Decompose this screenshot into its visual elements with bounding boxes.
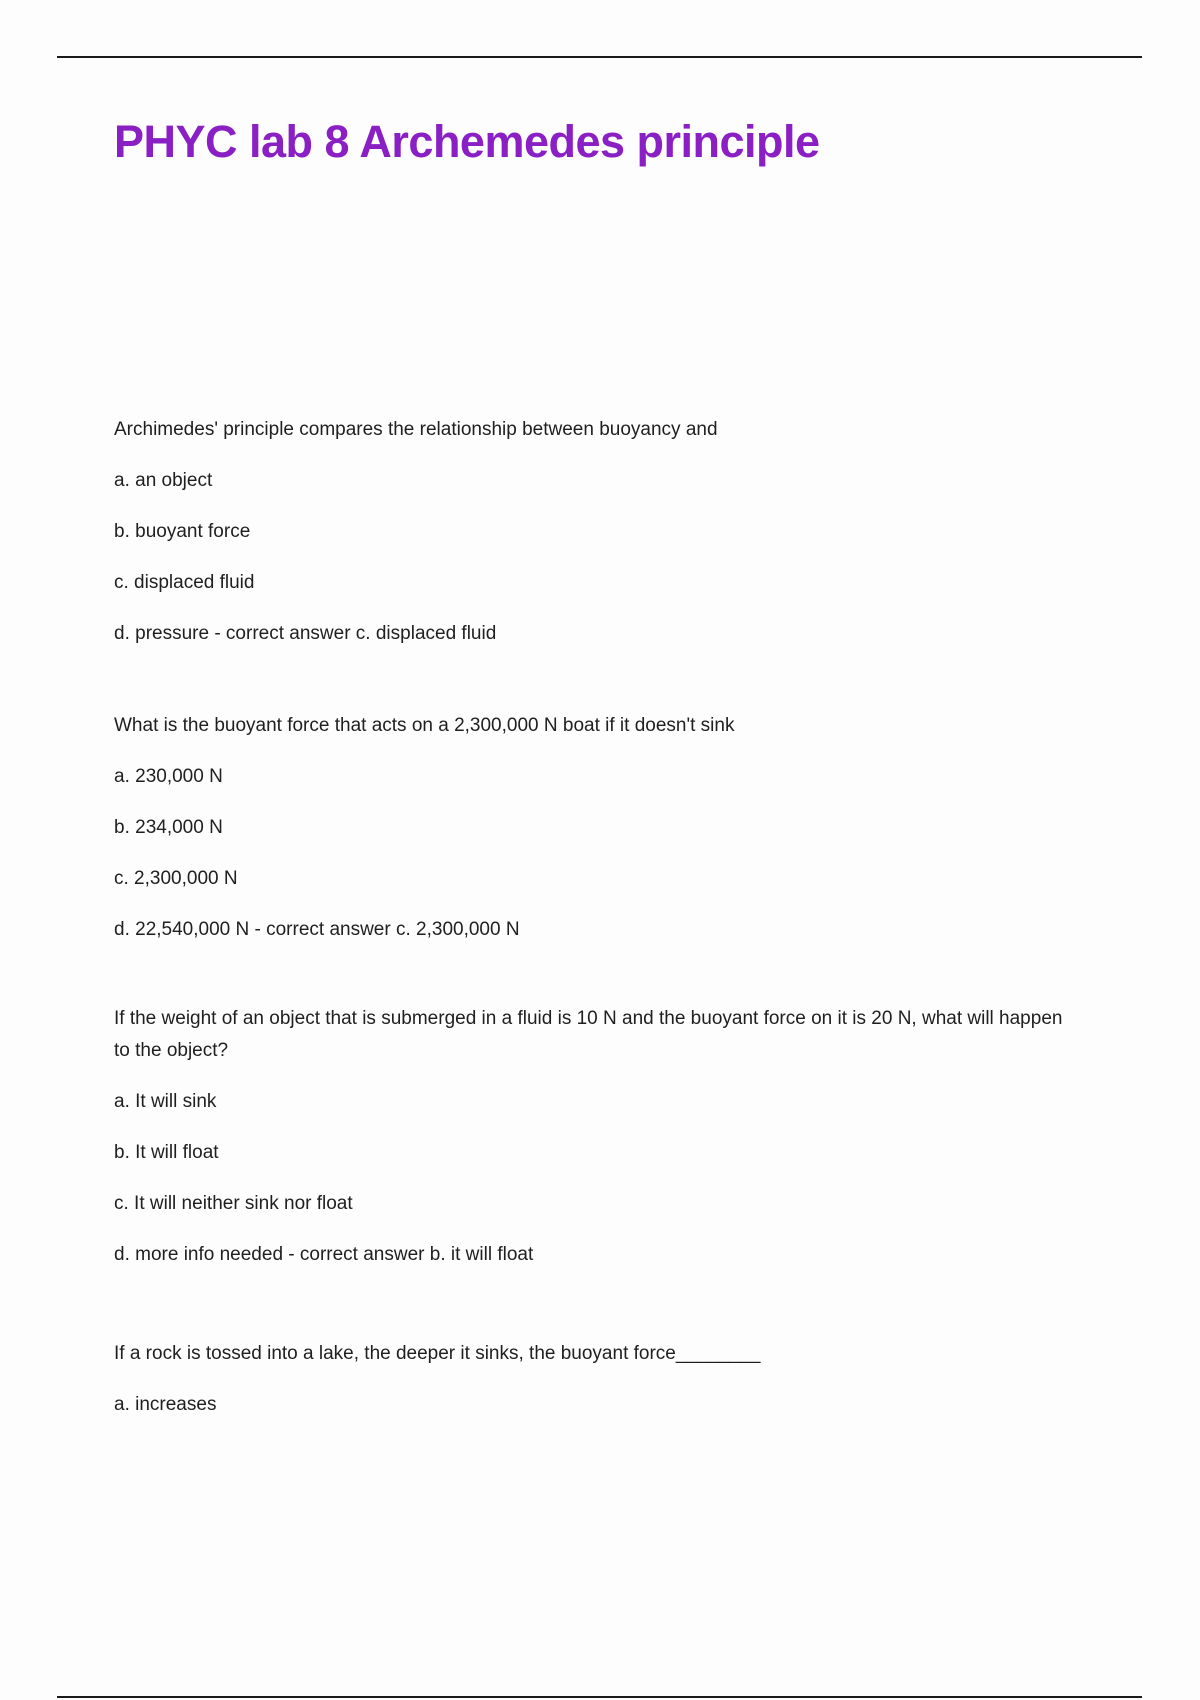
question-spacer: [114, 965, 1074, 1003]
bottom-divider: [57, 1696, 1142, 1698]
answer-option: a. 230,000 N: [114, 766, 223, 787]
question-spacer: [114, 669, 1074, 710]
answer-option: c. displaced fluid: [114, 572, 255, 593]
answer-option: b. 234,000 N: [114, 817, 223, 838]
question-spacer: [114, 1290, 1074, 1338]
answer-option: b. buoyant force: [114, 521, 251, 542]
question-text: What is the buoyant force that acts on a 2,300,000 N boat if it doesn't sink: [114, 715, 735, 736]
answer-option: c. 2,300,000 N: [114, 868, 238, 889]
answer-option: a. It will sink: [114, 1091, 217, 1112]
answer-option: a. increases: [114, 1394, 217, 1415]
question-1: [114, 414, 1074, 650]
question-text: If the weight of an object that is submerged in a fluid is 10 N and the buoyant force on it is 20 N, what will happen to the object?: [114, 1008, 1063, 1061]
answer-option-with-correct-answer: d. pressure - correct answer c. displaced fluid: [114, 623, 497, 644]
question-4: [114, 1338, 1074, 1421]
answer-option: a. an object: [114, 470, 213, 491]
question-list: [114, 414, 1074, 1440]
answer-option-with-correct-answer: d. more info needed - correct answer b. it will float: [114, 1244, 534, 1265]
document-title: PHYC lab 8 Archemedes principle: [114, 116, 820, 167]
answer-option: c. It will neither sink nor float: [114, 1193, 353, 1214]
answer-option-with-correct-answer: d. 22,540,000 N - correct answer c. 2,300,000 N: [114, 919, 520, 940]
answer-option: b. It will float: [114, 1142, 219, 1163]
question-3: [114, 1003, 1074, 1271]
question-2: [114, 710, 1074, 946]
top-divider: [57, 56, 1142, 58]
question-text: Archimedes' principle compares the relationship between buoyancy and: [114, 419, 718, 440]
question-text: If a rock is tossed into a lake, the deeper it sinks, the buoyant force________: [114, 1343, 761, 1364]
